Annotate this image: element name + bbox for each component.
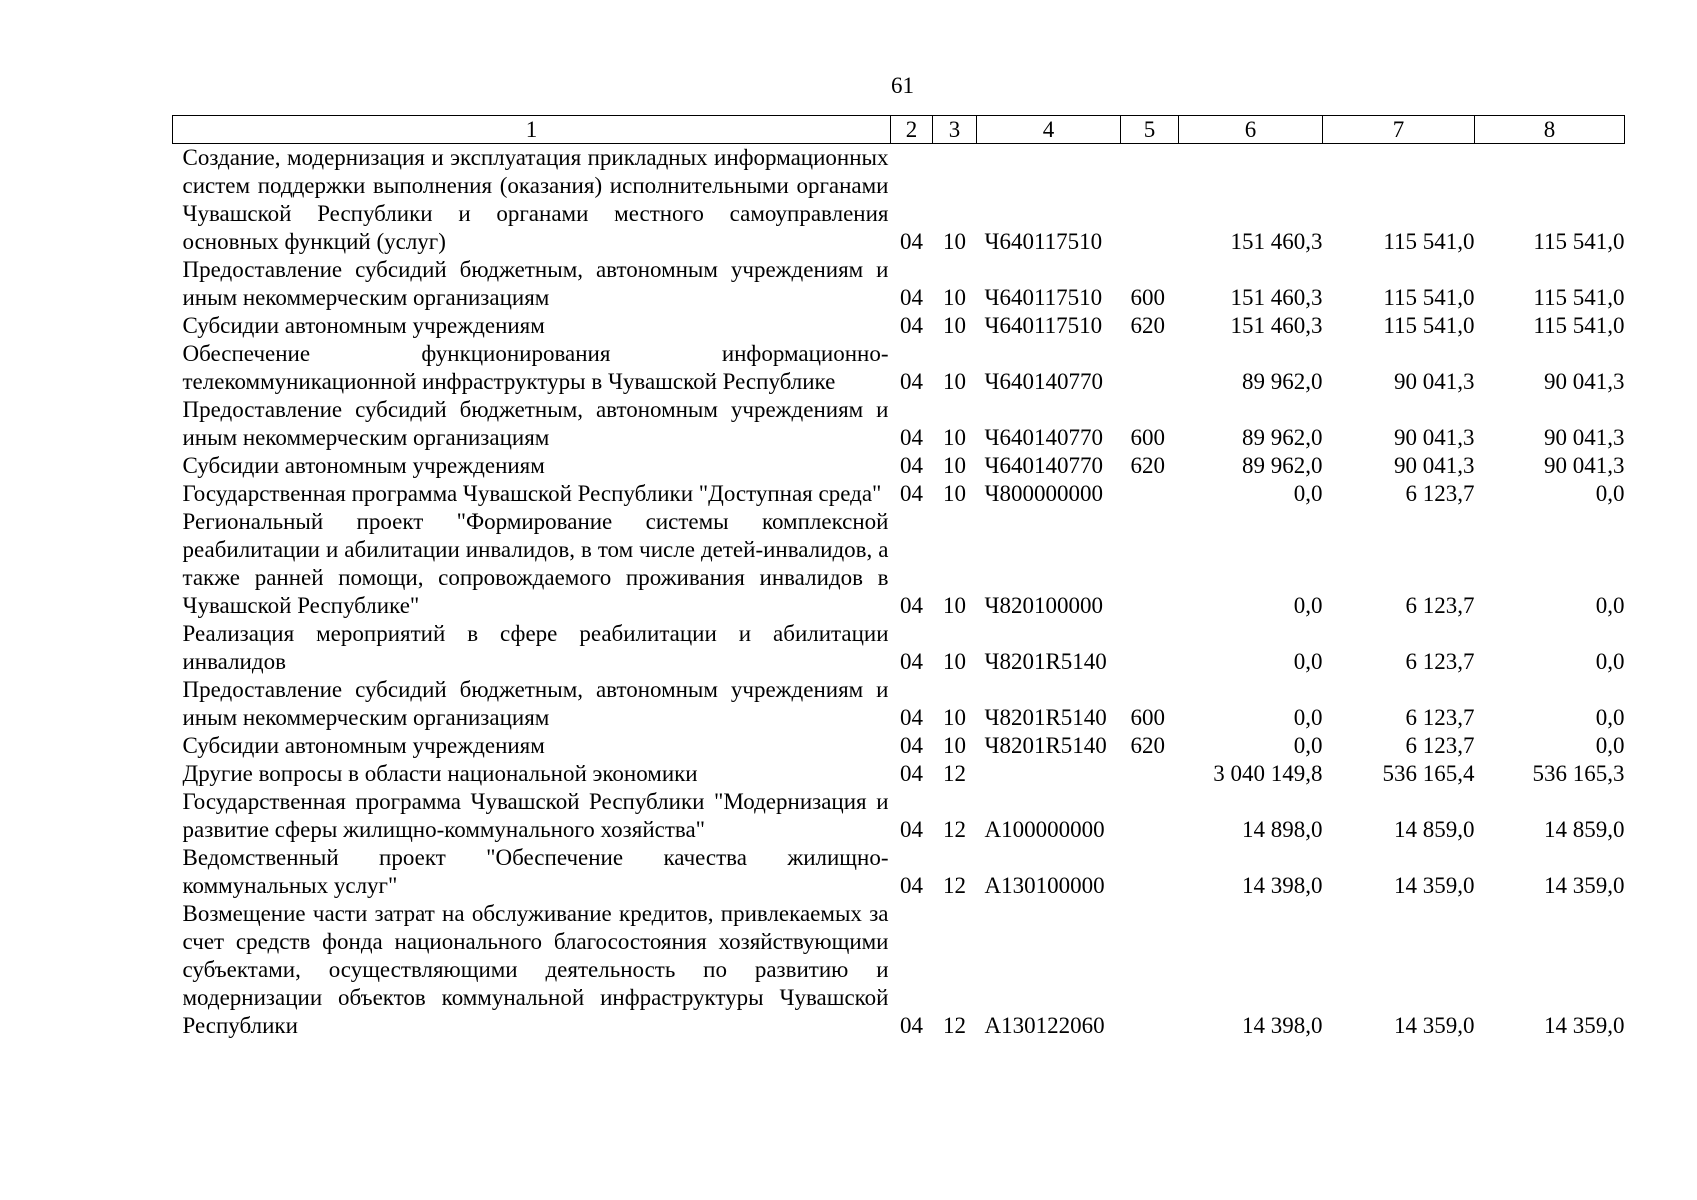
amount-col-7: 6 123,7 [1405,593,1475,618]
amount-col-6: 14 898,0 [1242,817,1323,842]
amount-col-6: 0,0 [1293,705,1323,730]
amount-col-6: 0,0 [1293,649,1323,674]
target-article-code: Ч640117510 [984,313,1103,338]
section-code: 04 [900,649,923,674]
row-name: Создание, модернизация и эксплуатация прикладных информационных систем поддержки выполнения (оказания) исполнительными органами Чувашской Республики и органами местного самоуправления основных функций (услуг) [182,145,889,254]
subsection-code: 12 [943,817,966,842]
table-row [173,508,1625,620]
subsection-code: 10 [943,425,966,450]
expense-type-code: 620 [1130,453,1165,478]
target-article-code: Ч820100000 [984,593,1103,618]
table-row [173,732,1625,760]
amount-col-7: 14 359,0 [1394,873,1475,898]
target-article-code: Ч640117510 [984,285,1103,310]
amount-col-6: 0,0 [1293,733,1323,758]
row-name: Предоставление субсидий бюджетным, автономным учреждениям и иным некоммерческим организациям [182,257,889,310]
table-row [173,676,1625,732]
amount-col-7: 14 859,0 [1394,817,1475,842]
row-name: Реализация мероприятий в сфере реабилитации и абилитации инвалидов [182,621,889,674]
amount-col-8: 0,0 [1595,481,1625,506]
section-code: 04 [900,285,923,310]
section-code: 04 [900,313,923,338]
table-row [173,900,1625,1040]
section-code: 04 [900,593,923,618]
subsection-code: 10 [943,229,966,254]
amount-col-8: 0,0 [1595,649,1625,674]
expense-type-code: 600 [1130,705,1165,730]
row-name: Ведомственный проект "Обеспечение качества жилищно-коммунальных услуг" [182,845,889,898]
subsection-code: 10 [943,481,966,506]
amount-col-7: 115 541,0 [1383,285,1475,310]
section-code: 04 [900,1013,923,1038]
subsection-code: 10 [943,313,966,338]
expense-type-code [1121,340,1179,396]
amount-col-7: 90 041,3 [1394,369,1475,394]
amount-col-8: 115 541,0 [1533,313,1625,338]
amount-col-8: 0,0 [1595,593,1625,618]
table-row [173,620,1625,676]
target-article-code: А100000000 [984,817,1105,842]
column-header: 6 [1179,116,1323,144]
subsection-code: 12 [943,761,966,786]
section-code: 04 [900,369,923,394]
section-code: 04 [900,425,923,450]
amount-col-7: 6 123,7 [1405,481,1475,506]
expense-type-code: 620 [1130,733,1165,758]
table-row [173,760,1625,788]
target-article-code: Ч640140770 [984,369,1103,394]
section-code: 04 [900,761,923,786]
row-name: Возмещение части затрат на обслуживание кредитов, привлекаемых за счет средств фонда национального благосостояния хозяйствующими субъектами, осуществляющими деятельность по развитию и модернизации объектов коммунальной инфраструктуры Чувашской Республики [182,901,889,1038]
table-row [173,396,1625,452]
amount-col-8: 115 541,0 [1533,229,1625,254]
column-header: 1 [173,116,891,144]
target-article-code: Ч640140770 [984,425,1103,450]
table-row [173,452,1625,480]
table-row [173,788,1625,844]
amount-col-8: 0,0 [1595,733,1625,758]
target-article-code: Ч8201R5140 [984,649,1107,674]
expense-type-code [1121,844,1179,900]
table-row [173,144,1625,257]
header-row [173,116,1625,144]
row-name: Субсидии автономным учреждениям [182,453,545,478]
amount-col-6: 151 460,3 [1230,229,1323,254]
amount-col-7: 90 041,3 [1394,453,1475,478]
amount-col-7: 6 123,7 [1405,705,1475,730]
amount-col-8: 14 359,0 [1544,873,1625,898]
subsection-code: 12 [943,873,966,898]
table-row [173,340,1625,396]
target-article-code: Ч8201R5140 [984,705,1107,730]
expense-type-code [1121,620,1179,676]
column-header: 7 [1323,116,1475,144]
target-article-code [977,760,1121,788]
subsection-code: 10 [943,285,966,310]
amount-col-8: 90 041,3 [1544,453,1625,478]
expense-type-code: 600 [1130,425,1165,450]
expense-type-code [1121,900,1179,1040]
row-name: Государственная программа Чувашской Республики "Модернизация и развитие сферы жилищно-коммунального хозяйства" [182,789,889,842]
amount-col-7: 6 123,7 [1405,733,1475,758]
amount-col-8: 0,0 [1595,705,1625,730]
amount-col-6: 0,0 [1293,593,1323,618]
column-header: 2 [891,116,933,144]
row-name: Другие вопросы в области национальной экономики [182,761,698,786]
amount-col-7: 536 165,4 [1382,761,1475,786]
amount-col-8: 14 359,0 [1544,1013,1625,1038]
section-code: 04 [900,453,923,478]
table-row [173,844,1625,900]
expense-type-code [1121,480,1179,508]
budget-table [172,115,1625,1040]
expense-type-code [1121,144,1179,257]
expense-type-code [1121,760,1179,788]
amount-col-6: 0,0 [1293,481,1323,506]
amount-col-6: 151 460,3 [1230,285,1323,310]
table-row [173,256,1625,312]
row-name: Предоставление субсидий бюджетным, автономным учреждениям и иным некоммерческим организациям [182,397,889,450]
amount-col-8: 536 165,3 [1532,761,1625,786]
section-code: 04 [900,481,923,506]
subsection-code: 10 [943,369,966,394]
target-article-code: Ч8201R5140 [984,733,1107,758]
page-number: 61 [891,73,914,98]
amount-col-8: 90 041,3 [1544,425,1625,450]
amount-col-6: 89 962,0 [1242,425,1323,450]
section-code: 04 [900,705,923,730]
row-name: Государственная программа Чувашской Республики "Доступная среда" [182,481,882,506]
amount-col-8: 90 041,3 [1544,369,1625,394]
expense-type-code: 600 [1130,285,1165,310]
row-name: Региональный проект "Формирование системы комплексной реабилитации и абилитации инвалидов, в том числе детей-инвалидов, а также ранней помощи, сопровождаемого проживания инвалидов в Чувашской Республике" [182,509,889,618]
amount-col-8: 115 541,0 [1533,285,1625,310]
amount-col-6: 89 962,0 [1242,369,1323,394]
row-name: Субсидии автономным учреждениям [182,733,545,758]
section-code: 04 [900,229,923,254]
amount-col-7: 90 041,3 [1394,425,1475,450]
column-header: 3 [933,116,977,144]
subsection-code: 10 [943,593,966,618]
subsection-code: 10 [943,705,966,730]
section-code: 04 [900,817,923,842]
target-article-code: Ч640140770 [984,453,1103,478]
column-header: 5 [1121,116,1179,144]
amount-col-7: 6 123,7 [1405,649,1475,674]
subsection-code: 10 [943,453,966,478]
amount-col-8: 14 859,0 [1544,817,1625,842]
amount-col-6: 89 962,0 [1242,453,1323,478]
row-name: Субсидии автономным учреждениям [182,313,545,338]
row-name: Обеспечение функционирования информационно-телекоммуникационной инфраструктуры в Чувашской Республике [182,341,889,394]
amount-col-7: 115 541,0 [1383,313,1475,338]
column-header: 4 [977,116,1121,144]
amount-col-6: 14 398,0 [1242,1013,1323,1038]
amount-col-6: 151 460,3 [1230,313,1323,338]
amount-col-6: 14 398,0 [1242,873,1323,898]
column-header: 8 [1475,116,1625,144]
section-code: 04 [900,873,923,898]
target-article-code: Ч640117510 [984,229,1103,254]
target-article-code: А130122060 [984,1013,1105,1038]
expense-type-code [1121,508,1179,620]
expense-type-code [1121,788,1179,844]
table-row [173,312,1625,340]
target-article-code: Ч800000000 [984,481,1103,506]
amount-col-6: 3 040 149,8 [1213,761,1323,786]
subsection-code: 10 [943,733,966,758]
subsection-code: 12 [943,1013,966,1038]
subsection-code: 10 [943,649,966,674]
section-code: 04 [900,733,923,758]
amount-col-7: 115 541,0 [1383,229,1475,254]
amount-col-7: 14 359,0 [1394,1013,1475,1038]
table-row [173,480,1625,508]
row-name: Предоставление субсидий бюджетным, автономным учреждениям и иным некоммерческим организациям [182,677,889,730]
target-article-code: А130100000 [984,873,1105,898]
expense-type-code: 620 [1130,313,1165,338]
